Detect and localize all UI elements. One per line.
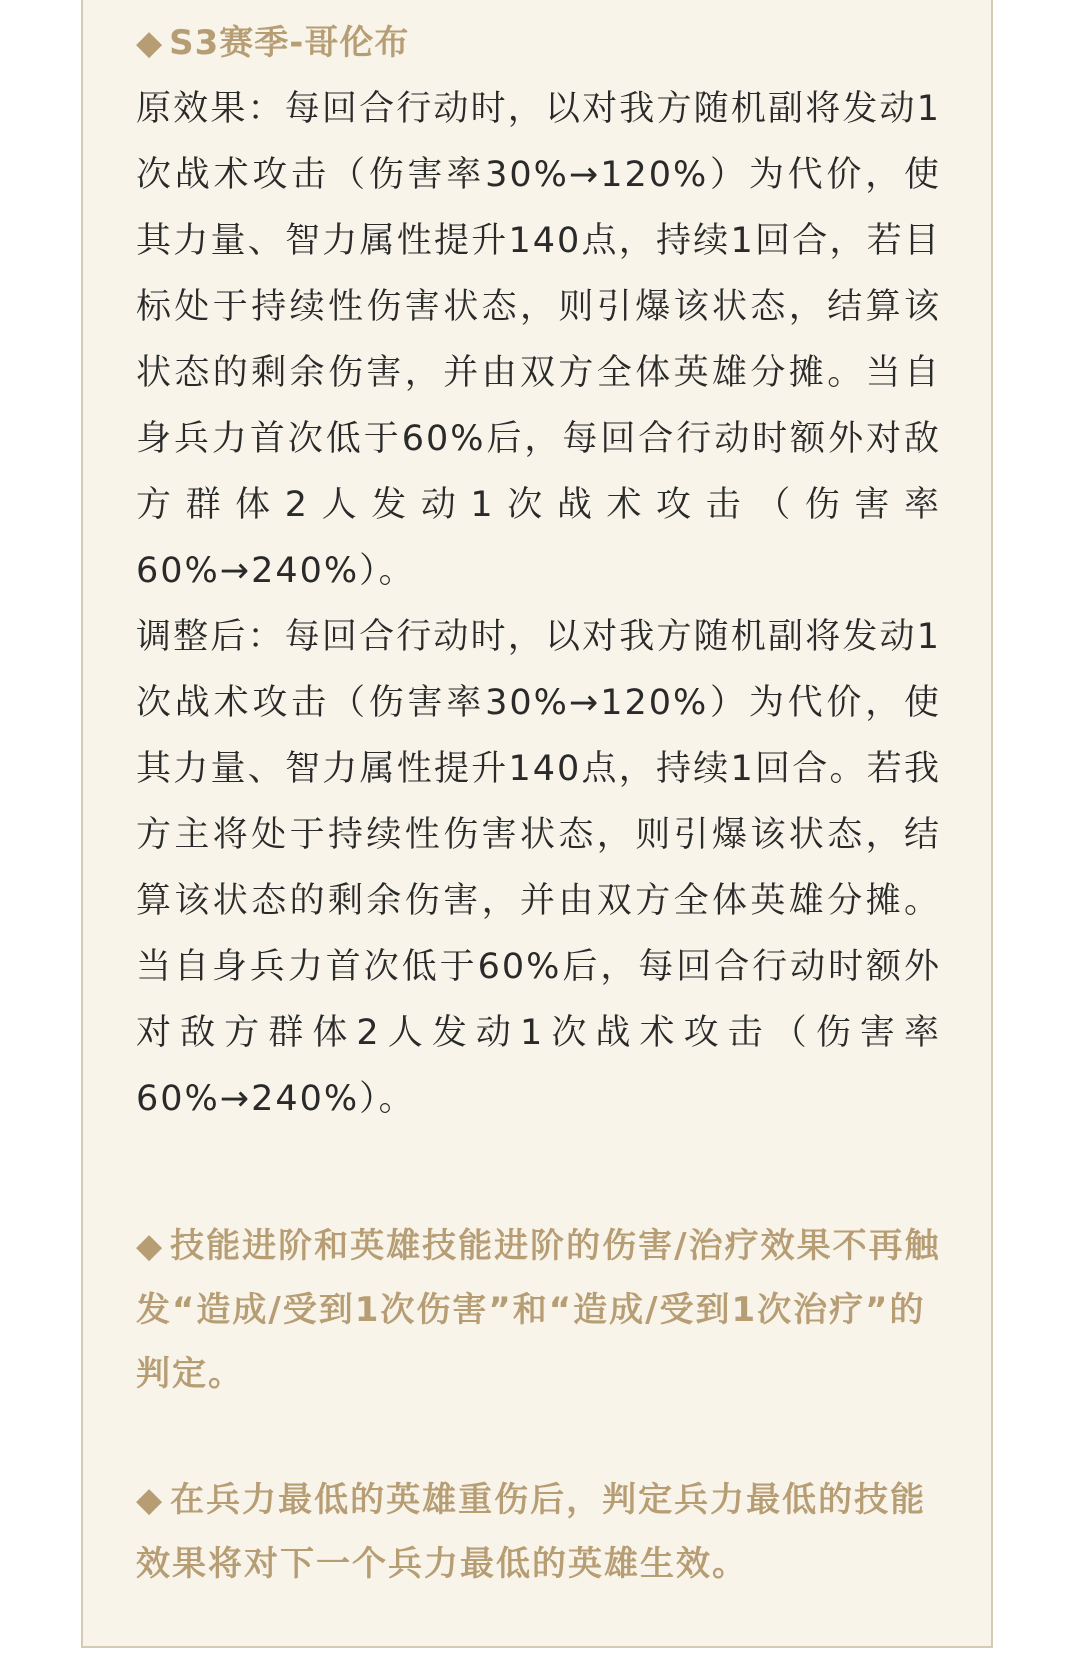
adjusted-effect-text: 调整后：每回合行动时，以对我方随机副将发动1次战术攻击（伤害率30%→120%）为代价，使其力量、智力属性提升140点，持续1回合。若我方主将处于持续性伤害状态，则引爆该状态，结算该状态的剩余伤害，并由双方全体英雄分摊。当自身兵力首次低于60%后，每回合行动时额外对敌方群体2人发动1次战术攻击（伤害率60%→240%）。: [136, 617, 941, 1119]
diamond-bullet-icon: ◆: [136, 1226, 165, 1266]
season-heading: [136, 10, 941, 76]
note-lowest-troops: [136, 1468, 941, 1596]
original-effect-text: 原效果：每回合行动时，以对我方随机副将发动1次战术攻击（伤害率30%→120%）为代价，使其力量、智力属性提升140点，持续1回合，若目标处于持续性伤害状态，则引爆该状态，结算该状态的剩余伤害，并由双方全体英雄分摊。当自身兵力首次低于60%后，每回合行动时额外对敌方群体2人发动1次战术攻击（伤害率60%→240%）。: [136, 89, 941, 591]
note-skill-advance: [136, 1214, 941, 1406]
note-text: 在兵力最低的英雄重伤后，判定兵力最低的技能效果将对下一个兵力最低的英雄生效。: [136, 1480, 927, 1584]
note-text: 技能进阶和英雄技能进阶的伤害/治疗效果不再触发“造成/受到1次伤害”和“造成/受到1次治疗”的判定。: [136, 1226, 941, 1394]
diamond-bullet-icon: ◆: [136, 23, 164, 63]
season-title: S3赛季-哥伦布: [169, 23, 410, 63]
article-content: [136, 10, 941, 1596]
diamond-bullet-icon: ◆: [136, 1480, 165, 1520]
